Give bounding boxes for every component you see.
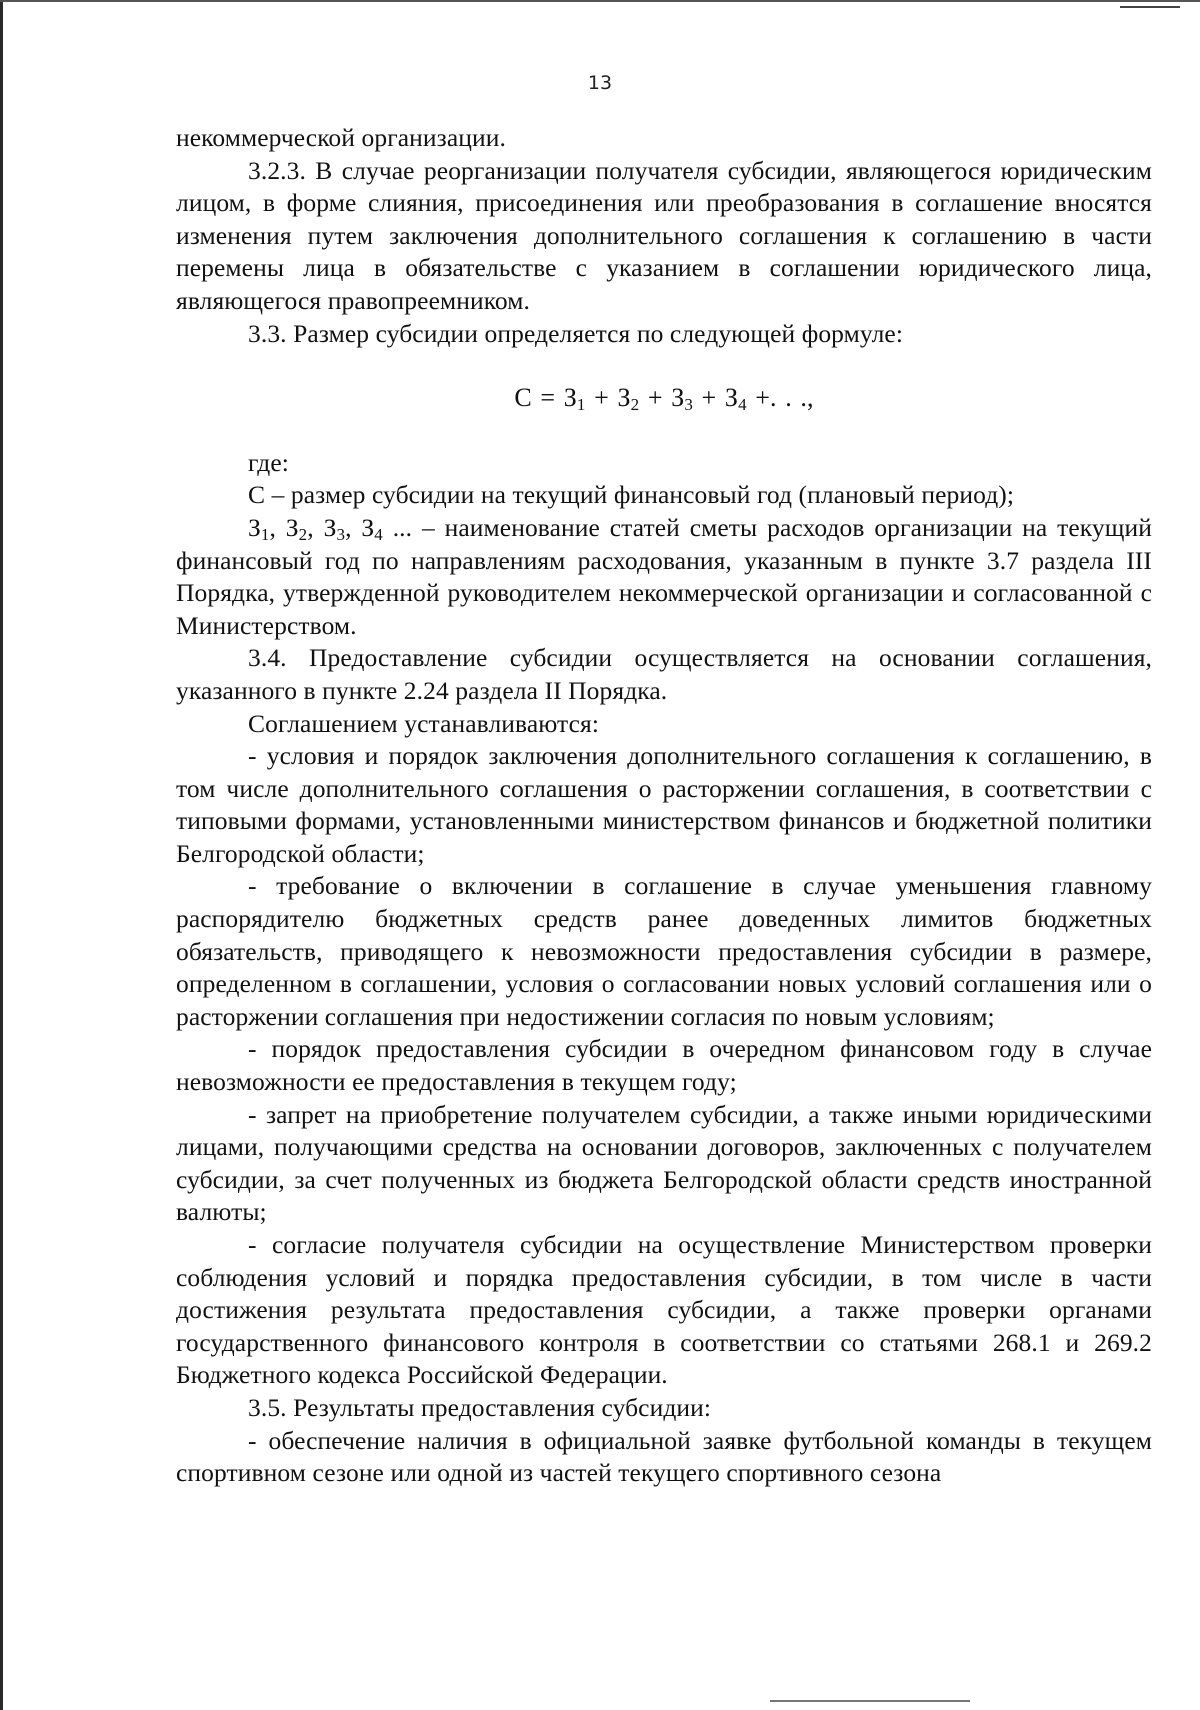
list-item: - согласие получателя субсидии на осуществление Министерством проверки соблюдения условий и порядка предоставления субсидии, в том числе в части достижения результата предоставления субсидии, а также проверки органами государственного финансового контроля в соответствии со статьями 268.1 и 269.2 Бюджетного кодекса Российской Федерации.	[176, 1230, 1152, 1390]
list-item: - запрет на приобретение получателем субсидии, а также иными юридическими лицами, получающими средства на основании договоров, заключенных с получателем субсидии, за счет полученных из бюджета Белгородской области средств иностранной валюты;	[176, 1099, 1152, 1227]
paragraph: С – размер субсидии на текущий финансовый год (плановый период);	[248, 480, 1015, 510]
formula: $С = З_1 + З_2 + З_3 + З_4$ +. . .,	[514, 383, 814, 415]
list-item: - порядок предоставления субсидии в очередном финансовом году в случае невозможности ее предоставления в текущем году;	[176, 1034, 1152, 1097]
list-item: - обеспечение наличия в официальной заявке футбольной команды в текущем спортивном сезоне или одной из частей текущего спортивного сезона	[176, 1425, 1152, 1488]
paragraph: некоммерческой организации.	[176, 123, 506, 152]
page-number: 13	[587, 72, 613, 94]
paragraph: $З_1$, $З_2$, $З_3$, $З_4$ ... – наименование статей сметы расходов организации на текущий финансовый год по направлениям расходования, указанным в пункте 3.7 раздела III Порядка, утвержденной руководителем некоммерческой организации и согласованной с Министерством.	[176, 512, 1153, 640]
paragraph: где:	[248, 447, 289, 477]
scan-artifact	[770, 1700, 970, 1702]
list-item: - условия и порядок заключения дополнительного соглашения к соглашению, в том числе дополнительного соглашения о расторжении соглашения, в соответствии с типовыми формами, установленными министерством финансов и бюджетной политики Белгородской области;	[176, 741, 1152, 868]
paragraph: Соглашением устанавливаются:	[248, 708, 600, 738]
document-body	[176, 122, 1152, 1490]
scan-edge-left	[0, 0, 3, 1710]
scan-edge-top	[0, 0, 1200, 2]
paragraph: 3.2.3. В случае реорганизации получателя субсидии, являющегося юридическим лицом, в форме слияния, присоединения или преобразования в соглашение вносятся изменения путем заключения дополнительного соглашения к соглашению в части перемены лица в обязательстве с указанием в соглашении юридического лица, являющегося правопреемником.	[176, 155, 1152, 315]
paragraph: 3.4. Предоставление субсидии осуществляется на основании соглашения, указанного в пункте 2.24 раздела II Порядка.	[176, 643, 1152, 705]
list-item: - требование о включении в соглашение в случае уменьшения главному распорядителю бюджетных средств ранее доведенных лимитов бюджетных обязательств, приводящего к невозможности предоставления субсидии в размере, определенном в соглашении, условия о согласовании новых условий соглашения или о расторжении соглашения при недостижении согласия по новым условиям;	[176, 871, 1152, 1031]
formula-lhs: С =	[514, 383, 564, 413]
scan-artifact	[1120, 6, 1180, 8]
paragraph: 3.5. Результаты предоставления субсидии:	[248, 1392, 712, 1422]
paragraph: 3.3. Размер субсидии определяется по следующей формуле:	[248, 318, 904, 348]
